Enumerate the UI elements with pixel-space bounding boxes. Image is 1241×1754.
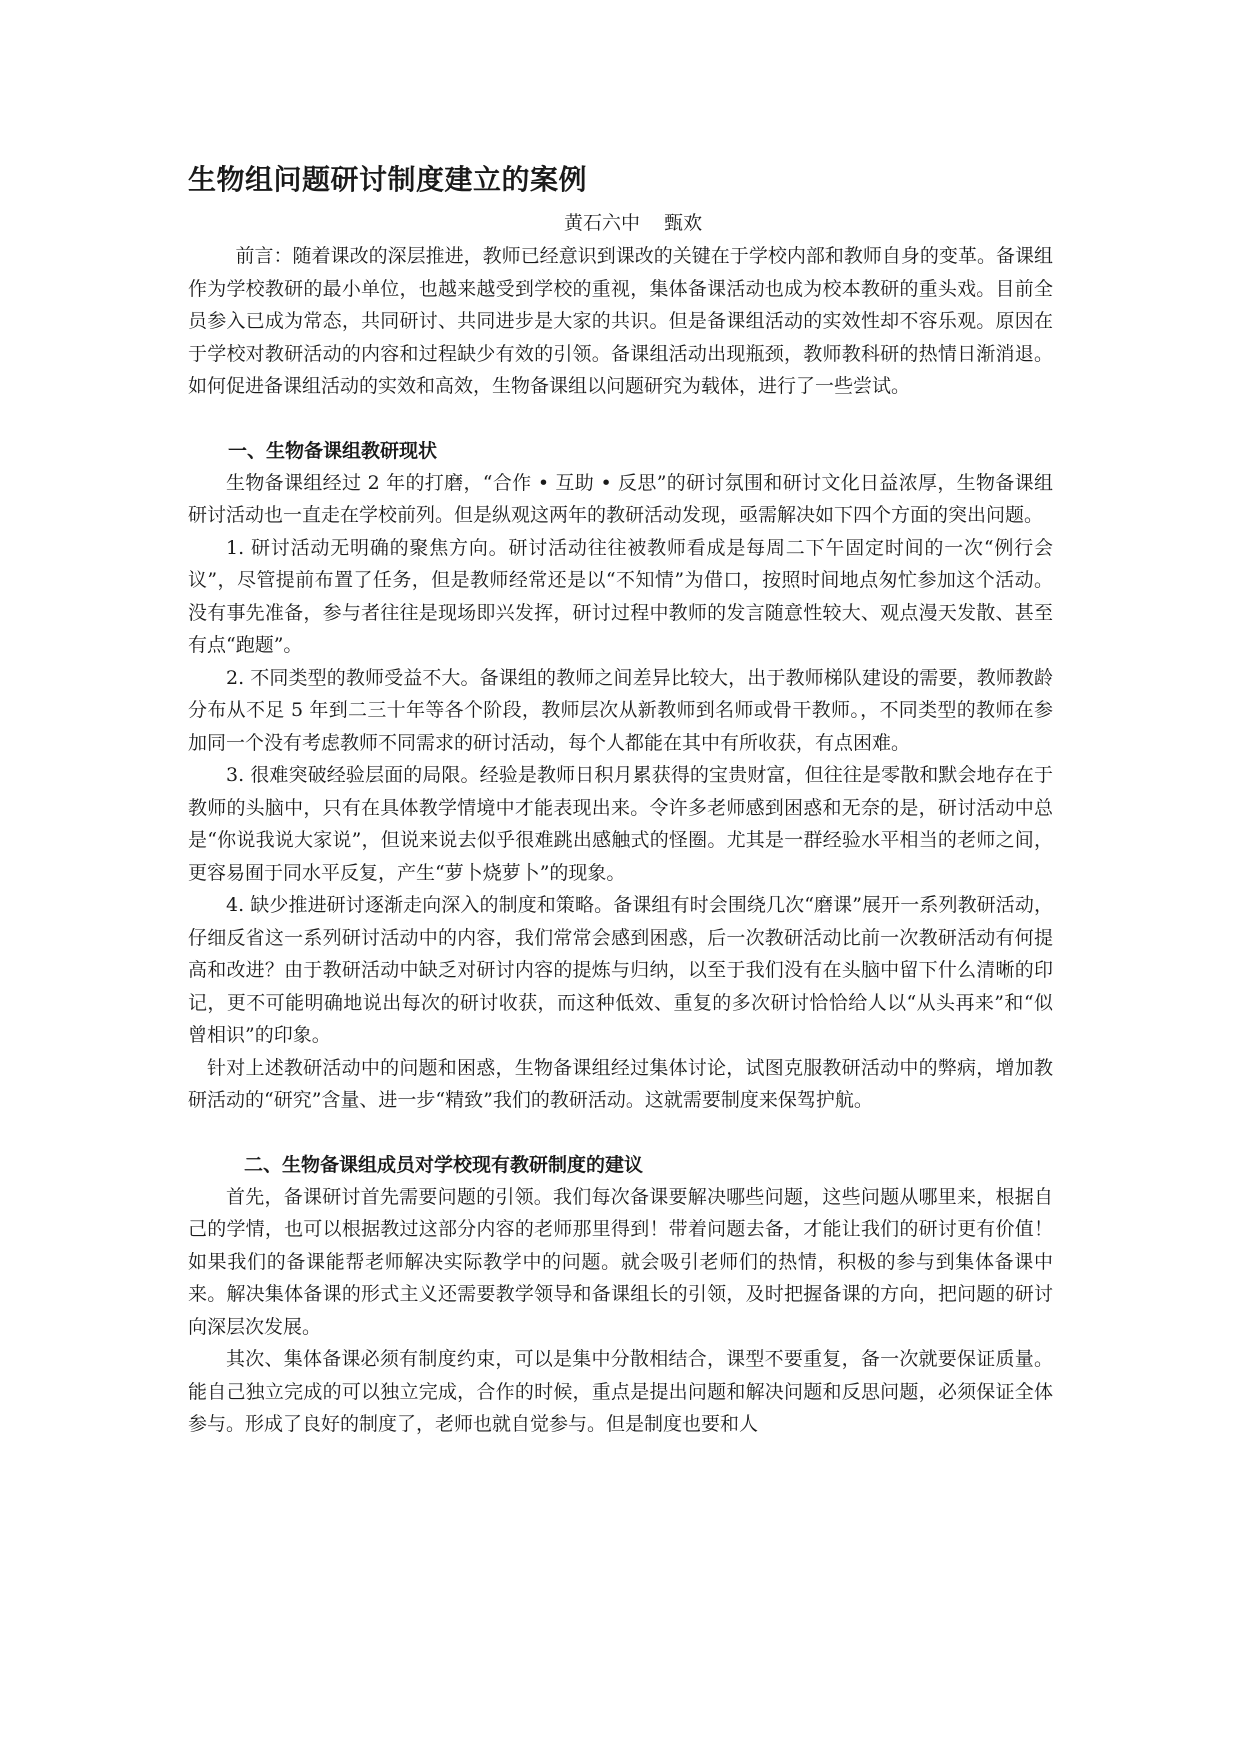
document-title: 生物组问题研讨制度建立的案例 bbox=[188, 163, 588, 196]
section-2-heading: 二、生物备课组成员对学校现有教研制度的建议 bbox=[244, 1153, 644, 1176]
section-1-item: 2. 不同类型的教师受益不大。备课组的教师之间差异比较大，出于教师梯队建设的需要，教师教龄分布从不足 5 年到二三十年等各个阶段，教师层次从新教师到名师或骨干教师。，不同类型的教师在参加同一个没有考虑教师不同需求的研讨活动，每个人都能在其中有所收获，有点困难。 bbox=[188, 666, 1053, 754]
section-1-item: 4. 缺少推进研讨逐渐走向深入的制度和策略。备课组有时会围绕几次“磨课”展开一系列教研活动，仔细反省这一系列研讨活动中的内容，我们常常会感到困惑，后一次教研活动比前一次教研活动有何提高和改进？由于教研活动中缺乏对研讨内容的提炼与归纳，以至于我们没有在头脑中留下什么清晰的印记，更不可能明确地说出每次的研讨收获，而这种低效、重复的多次研讨恰恰给人以“从头再来”和“似曾相识”的印象。 bbox=[188, 894, 1053, 1046]
section-1-item: 1. 研讨活动无明确的聚焦方向。研讨活动往往被教师看成是每周二下午固定时间的一次“例行会议”，尽管提前布置了任务，但是教师经常还是以“不知情”为借口，按照时间地点匆忙参加这个活动。没有事先准备，参与者往往是现场即兴发挥，研讨过程中教师的发言随意性较大、观点漫天发散、甚至有点“跑题”。 bbox=[188, 536, 1053, 656]
section-2-paragraph: 首先，备课研讨首先需要问题的引领。我们每次备课要解决哪些问题，这些问题从哪里来，根据自己的学情，也可以根据教过这部分内容的老师那里得到！带着问题去备，才能让我们的研讨更有价值！如果我们的备课能帮老师解决实际教学中的问题。就会吸引老师们的热情，积极的参与到集体备课中来。解决集体备课的形式主义还需要教学领导和备课组长的引领，及时把握备课的方向，把问题的研讨向深层次发展。 bbox=[188, 1185, 1053, 1338]
document-author: 黄石六中 甄欢 bbox=[564, 212, 703, 234]
section-2-paragraph: 其次、集体备课必须有制度约束，可以是集中分散相结合，课型不要重复，备一次就要保证质量。能自己独立完成的可以独立完成，合作的时候，重点是提出问题和解决问题和反思问题，必须保证全体参与。形成了良好的制度了，老师也就自觉参与。但是制度也要和人 bbox=[188, 1348, 1053, 1435]
document-page bbox=[188, 160, 1053, 1441]
section-1-heading: 一、生物备课组教研现状 bbox=[228, 439, 438, 462]
section-1-closing: 针对上述教研活动中的问题和困惑，生物备课组经过集体讨论，试图克服教研活动中的弊病，增加教研活动的“研究”含量、进一步“精致”我们的教研活动。这就需要制度来保驾护航。 bbox=[188, 1056, 1053, 1111]
section-1-intro: 生物备课组经过 2 年的打磨，“合作 • 互助 • 反思”的研讨氛围和研讨文化日益浓厚，生物备课组研讨活动也一直走在学校前列。但是纵观这两年的教研活动发现，亟需解决如下四个方面的突出问题。 bbox=[188, 471, 1053, 526]
preface-paragraph: 前言：随着课改的深层推进，教师已经意识到课改的关键在于学校内部和教师自身的变革。备课组作为学校教研的最小单位，也越来越受到学校的重视，集体备课活动也成为校本教研的重头戏。目前全员参入已成为常态，共同研讨、共同进步是大家的共识。但是备课组活动的实效性却不容乐观。原因在于学校对教研活动的内容和过程缺少有效的引领。备课组活动出现瓶颈，教师教科研的热情日渐消退。如何促进备课组活动的实效和高效，生物备课组以问题研究为载体，进行了一些尝试。 bbox=[188, 245, 1053, 397]
section-1-item: 3. 很难突破经验层面的局限。经验是教师日积月累获得的宝贵财富，但往往是零散和默会地存在于教师的头脑中，只有在具体教学情境中才能表现出来。令许多老师感到困惑和无奈的是，研讨活动中总是“你说我说大家说”，但说来说去似乎很难跳出感触式的怪圈。尤其是一群经验水平相当的老师之间，更容易囿于同水平反复，产生“萝卜烧萝卜”的现象。 bbox=[188, 764, 1053, 884]
